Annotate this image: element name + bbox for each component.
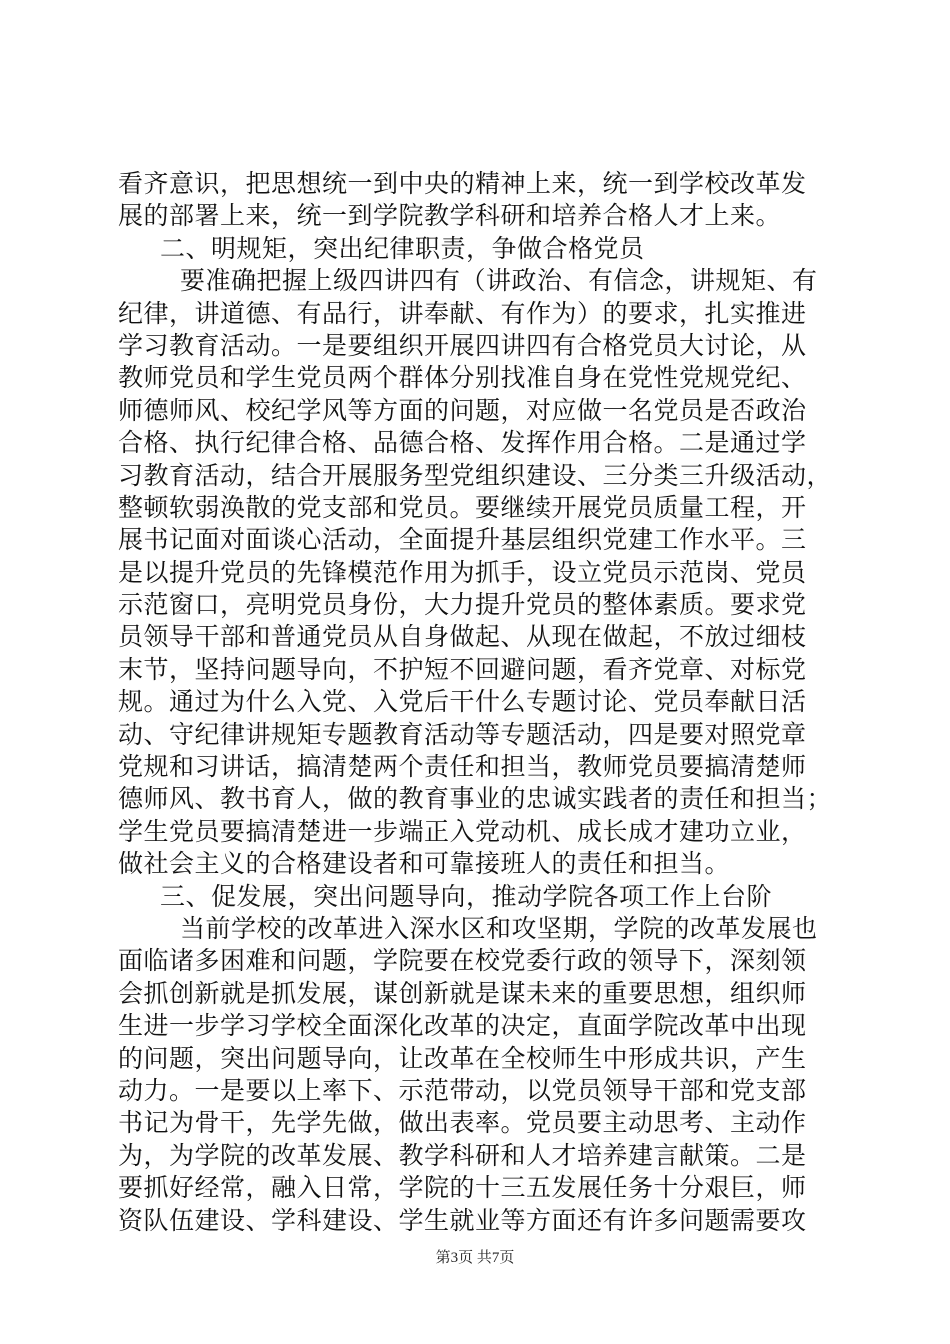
text-line: 员领导干部和普通党员从自身做起、从现在做起，不放过细枝	[118, 622, 807, 652]
text-line: 看齐意识，把思想统一到中央的精神上来，统一到学校改革发	[118, 169, 807, 198]
body-text	[118, 168, 838, 1237]
section-heading-2: 二、明规矩，突出纪律职责，争做合格党员	[160, 233, 645, 263]
text-line: 整顿软弱涣散的党支部和党员。要继续开展党员质量工程，开	[118, 492, 807, 522]
text-line: 书记为骨干，先学先做，做出表率。党员要主动思考、主动作	[118, 1108, 807, 1138]
text-line: 要准确把握上级四讲四有（讲政治、有信念，讲规矩、有	[180, 266, 818, 296]
text-line: 教师党员和学生党员两个群体分别找准自身在党性党规党纪、	[118, 363, 807, 393]
text-line: 会抓创新就是抓发展，谋创新就是谋未来的重要思想，组织师	[118, 978, 807, 1008]
page-number-footer: 第3页 共7页	[435, 1250, 515, 1266]
text-line: 示范窗口，亮明党员身份，大力提升党员的整体素质。要求党	[118, 590, 807, 620]
text-line: 纪律，讲道德、有品行，讲奉献、有作为）的要求，扎实推进	[118, 298, 807, 328]
text-line: 是以提升党员的先锋模范作用为抓手，设立党员示范岗、党员	[118, 557, 807, 587]
text-line: 生进一步学习学校全面深化改革的决定，直面学院改革中出现	[118, 1011, 807, 1041]
text-line: 学生党员要搞清楚进一步端正入党动机、成长成才建功立业，	[118, 816, 807, 846]
text-line: 的问题，突出问题导向，让改革在全校师生中形成共识，产生	[118, 1043, 807, 1073]
text-line: 学习教育活动。一是要组织开展四讲四有合格党员大讨论，从	[118, 330, 807, 360]
text-line: 展的部署上来，统一到学院教学科研和培养合格人才上来。	[118, 201, 782, 231]
text-line: 当前学校的改革进入深水区和攻坚期，学院的改革发展也	[180, 913, 818, 943]
text-line: 规。通过为什么入党、入党后干什么专题讨论、党员奉献日活	[118, 687, 807, 717]
section-heading-3: 三、促发展，突出问题导向，推动学院各项工作上台阶	[160, 881, 773, 911]
text-line: 党规和习讲话，搞清楚两个责任和担当，教师党员要搞清楚师	[118, 752, 807, 782]
text-line: 展书记面对面谈心活动，全面提升基层组织党建工作水平。三	[118, 525, 807, 555]
text-line: 做社会主义的合格建设者和可靠接班人的责任和担当。	[118, 849, 731, 879]
text-line: 末节，坚持问题导向，不护短不回避问题，看齐党章、对标党	[118, 654, 807, 684]
text-line: 合格、执行纪律合格、品德合格、发挥作用合格。二是通过学	[118, 428, 807, 458]
text-line: 师德师风、校纪学风等方面的问题，对应做一名党员是否政治	[118, 395, 807, 425]
text-line: 为，为学院的改革发展、教学科研和人才培养建言献策。二是	[118, 1140, 807, 1170]
text-line: 资队伍建设、学科建设、学生就业等方面还有许多问题需要攻	[118, 1205, 807, 1235]
text-line: 习教育活动，结合开展服务型党组织建设、三分类三升级活动，	[118, 460, 833, 490]
text-line: 动力。一是要以上率下、示范带动，以党员领导干部和党支部	[118, 1075, 807, 1105]
text-line: 动、守纪律讲规矩专题教育活动等专题活动，四是要对照党章	[118, 719, 807, 749]
text-line: 德师风、教书育人，做的教育事业的忠诚实践者的责任和担当；	[118, 784, 833, 814]
text-line: 要抓好经常，融入日常，学院的十三五发展任务十分艰巨，师	[118, 1173, 807, 1203]
text-line: 面临诸多困难和问题，学院要在校党委行政的领导下，深刻领	[118, 946, 807, 976]
